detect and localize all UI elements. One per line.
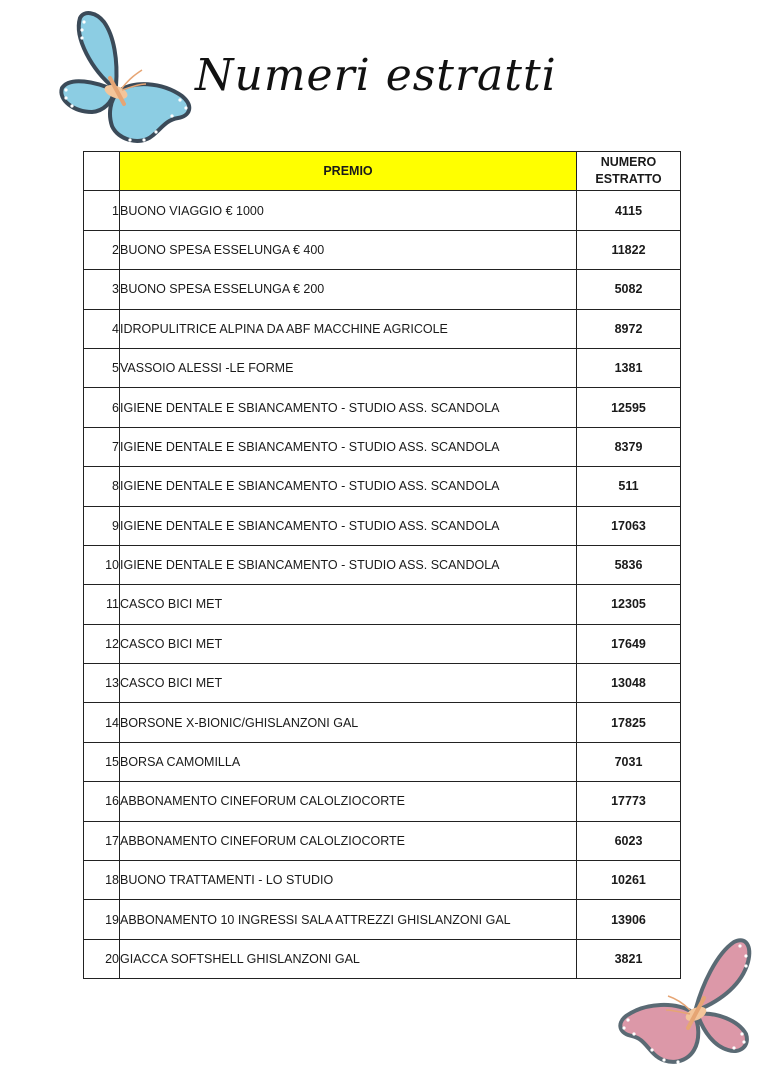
- row-drawn-number: 17063: [577, 506, 681, 545]
- row-drawn-number: 17825: [577, 703, 681, 742]
- row-prize: CASCO BICI MET: [120, 664, 577, 703]
- row-number: 13: [84, 664, 120, 703]
- row-drawn-number: 10261: [577, 861, 681, 900]
- row-prize: BUONO SPESA ESSELUNGA € 400: [120, 230, 577, 269]
- row-drawn-number: 11822: [577, 230, 681, 269]
- table-row: [84, 624, 681, 663]
- header-numero-line2: ESTRATTO: [595, 172, 662, 187]
- row-number: 8: [84, 467, 120, 506]
- row-drawn-number: 12305: [577, 585, 681, 624]
- table-row: [84, 545, 681, 584]
- table-row: [84, 230, 681, 269]
- row-prize: IDROPULITRICE ALPINA DA ABF MACCHINE AGRICOLE: [120, 309, 577, 348]
- row-prize: ABBONAMENTO CINEFORUM CALOLZIOCORTE: [120, 782, 577, 821]
- table-header-row: [84, 152, 681, 191]
- row-prize: CASCO BICI MET: [120, 585, 577, 624]
- table-row: [84, 585, 681, 624]
- row-number: 9: [84, 506, 120, 545]
- table-row: [84, 782, 681, 821]
- header-numero-estratto: [577, 152, 681, 191]
- row-number: 5: [84, 348, 120, 387]
- row-drawn-number: 4115: [577, 191, 681, 230]
- row-number: 19: [84, 900, 120, 939]
- row-number: 15: [84, 742, 120, 781]
- table-row: [84, 467, 681, 506]
- row-drawn-number: 5082: [577, 270, 681, 309]
- row-drawn-number: 6023: [577, 821, 681, 860]
- row-number: 1: [84, 191, 120, 230]
- row-drawn-number: 1381: [577, 348, 681, 387]
- row-drawn-number: 13906: [577, 900, 681, 939]
- prize-table: [83, 151, 681, 979]
- row-drawn-number: 17773: [577, 782, 681, 821]
- row-drawn-number: 5836: [577, 545, 681, 584]
- row-prize: CASCO BICI MET: [120, 624, 577, 663]
- table-row: [84, 742, 681, 781]
- row-prize: GIACCA SOFTSHELL GHISLANZONI GAL: [120, 939, 577, 978]
- table-row: [84, 270, 681, 309]
- row-prize: IGIENE DENTALE E SBIANCAMENTO - STUDIO ASS. SCANDOLA: [120, 545, 577, 584]
- row-prize: BUONO VIAGGIO € 1000: [120, 191, 577, 230]
- row-drawn-number: 511: [577, 467, 681, 506]
- row-drawn-number: 3821: [577, 939, 681, 978]
- row-prize: IGIENE DENTALE E SBIANCAMENTO - STUDIO ASS. SCANDOLA: [120, 427, 577, 466]
- page-title: Numeri estratti: [195, 50, 557, 101]
- row-number: 10: [84, 545, 120, 584]
- row-prize: ABBONAMENTO 10 INGRESSI SALA ATTREZZI GHISLANZONI GAL: [120, 900, 577, 939]
- row-drawn-number: 17649: [577, 624, 681, 663]
- row-drawn-number: 12595: [577, 388, 681, 427]
- row-prize: VASSOIO ALESSI -LE FORME: [120, 348, 577, 387]
- row-number: 11: [84, 585, 120, 624]
- table-row: [84, 939, 681, 978]
- blue-butterfly-icon: [52, 8, 197, 148]
- table-row: [84, 191, 681, 230]
- table-row: [84, 821, 681, 860]
- header-premio: PREMIO: [120, 152, 577, 191]
- row-prize: IGIENE DENTALE E SBIANCAMENTO - STUDIO ASS. SCANDOLA: [120, 467, 577, 506]
- header-blank-cell: [84, 152, 120, 191]
- row-number: 17: [84, 821, 120, 860]
- table-row: [84, 900, 681, 939]
- row-drawn-number: 7031: [577, 742, 681, 781]
- table-row: [84, 664, 681, 703]
- pink-butterfly-icon: [612, 936, 754, 1072]
- row-number: 16: [84, 782, 120, 821]
- table-row: [84, 309, 681, 348]
- row-prize: ABBONAMENTO CINEFORUM CALOLZIOCORTE: [120, 821, 577, 860]
- table-row: [84, 703, 681, 742]
- table-row: [84, 348, 681, 387]
- table-row: [84, 427, 681, 466]
- row-prize: BORSA CAMOMILLA: [120, 742, 577, 781]
- row-number: 20: [84, 939, 120, 978]
- row-number: 3: [84, 270, 120, 309]
- row-prize: BORSONE X-BIONIC/GHISLANZONI GAL: [120, 703, 577, 742]
- table-row: [84, 861, 681, 900]
- row-drawn-number: 13048: [577, 664, 681, 703]
- row-number: 4: [84, 309, 120, 348]
- table-row: [84, 506, 681, 545]
- row-prize: BUONO TRATTAMENTI - LO STUDIO: [120, 861, 577, 900]
- row-number: 14: [84, 703, 120, 742]
- row-prize: IGIENE DENTALE E SBIANCAMENTO - STUDIO ASS. SCANDOLA: [120, 506, 577, 545]
- header-numero-line1: NUMERO: [600, 155, 657, 170]
- table-row: [84, 388, 681, 427]
- row-drawn-number: 8379: [577, 427, 681, 466]
- row-number: 7: [84, 427, 120, 466]
- row-number: 18: [84, 861, 120, 900]
- row-prize: IGIENE DENTALE E SBIANCAMENTO - STUDIO ASS. SCANDOLA: [120, 388, 577, 427]
- row-number: 6: [84, 388, 120, 427]
- row-drawn-number: 8972: [577, 309, 681, 348]
- row-number: 2: [84, 230, 120, 269]
- row-prize: BUONO SPESA ESSELUNGA € 200: [120, 270, 577, 309]
- row-number: 12: [84, 624, 120, 663]
